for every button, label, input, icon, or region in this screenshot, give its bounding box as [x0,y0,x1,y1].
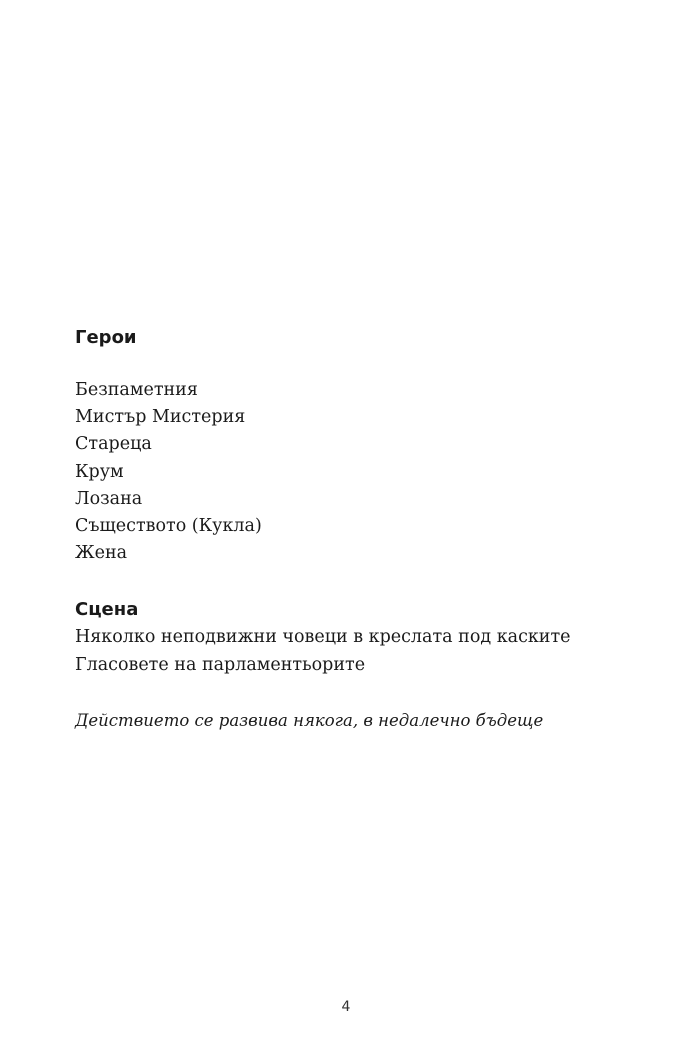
hero-item: Крум [75,461,124,482]
scene-list [75,623,571,679]
hero-item: Жена [75,543,128,564]
hero-item: Съществото (Кукла) [75,515,262,536]
hero-item: Стареца [75,434,152,455]
hero-item: Мистър Мистерия [75,407,246,428]
scene-item: Няколко неподвижни човеци в креслата под каските [75,627,571,647]
heroes-heading: Герои [75,327,137,348]
hero-item: Лозана [75,488,143,509]
page-number: 4 [341,999,351,1015]
heroes-list [75,377,262,567]
hero-item: Безпаметния [75,380,198,400]
setting-note: Действието се развива някога, в недалечно бъдеще [75,711,544,730]
scene-heading: Сцена [75,599,139,620]
scene-item: Гласовете на парламентьорите [75,655,366,675]
